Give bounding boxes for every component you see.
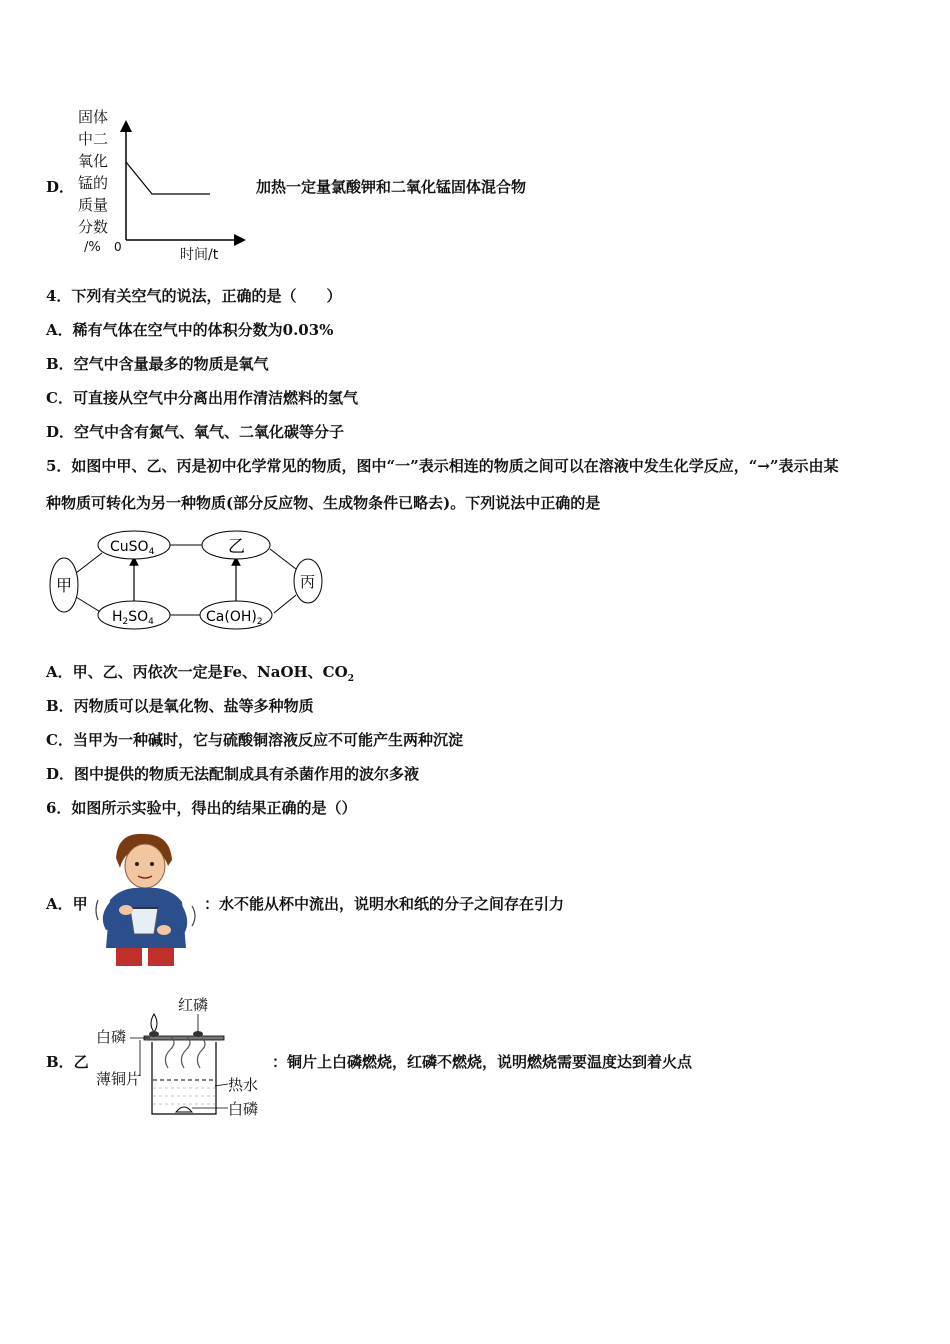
q5-reaction-diagram	[46, 527, 336, 639]
q3-option-d-label: D．	[46, 178, 75, 196]
link-jia-cuso4	[76, 553, 102, 573]
q6-option-a-text: ：水不能从杯中流出，说明水和纸的分子之间存在引力	[204, 895, 565, 913]
q5-stem-line1: 5．如图中甲、乙、丙是初中化学常见的物质，图中“一”表示相连的物质之间可以在溶液中发生化学反应，“→”表示由某	[46, 457, 839, 475]
q5-stem-line2: 种物质可转化为另一种物质(部分反应物、生成物条件已略去)。下列说法中正确的是	[46, 494, 601, 512]
flame-icon	[151, 1014, 157, 1032]
combustion-experiment-apparatus	[94, 992, 274, 1120]
q6-option-b-label: B．乙	[46, 1053, 89, 1071]
label-white-phosphorus-bottom: 白磷	[228, 1100, 259, 1118]
q5-option-d: D．图中提供的物质无法配制成具有杀菌作用的波尔多液	[46, 765, 420, 783]
label-h2so4: $H_2SO_4$	[112, 609, 154, 627]
label-hot-water: 热水	[228, 1076, 259, 1094]
q3-option-d-text: 加热一定量氯酸钾和二氧化锰固体混合物	[256, 178, 527, 196]
q6-option-a-label: A．甲	[46, 895, 88, 913]
graph-y-label-line: 分数	[78, 218, 109, 236]
red-phosphorus-dot	[193, 1031, 203, 1037]
graph-y-unit: /%	[84, 240, 101, 255]
q4-option-b: B．空气中含量最多的物质是氧气	[46, 355, 269, 373]
label-caoh2: $Ca(OH)_2$	[206, 609, 263, 627]
label-cuso4: CuSO$_4$	[110, 539, 155, 557]
label-red-phosphorus: 红磷	[178, 996, 209, 1014]
link-caoh2-bing	[274, 595, 296, 613]
q5-option-c: C．当甲为一种碱时，它与硫酸铜溶液反应不可能产生两种沉淀	[46, 731, 463, 749]
q4-option-a: A．稀有气体在空气中的体积分数为0.03%	[46, 321, 334, 339]
graph-curve	[126, 162, 210, 194]
q6-option-b-text: ：铜片上白磷燃烧，红磷不燃烧，说明燃烧需要温度达到着火点	[272, 1053, 693, 1071]
graph-y-label-line: 氧化	[78, 152, 109, 170]
link-yi-bing	[270, 549, 296, 569]
q4-stem: 4．下列有关空气的说法，正确的是（ ）	[46, 287, 342, 305]
q5-option-b: B．丙物质可以是氧化物、盐等多种物质	[46, 697, 314, 715]
graph-x-label: 时间/t	[180, 247, 219, 263]
label-copper-sheet: 薄铜片	[96, 1070, 142, 1088]
mno2-mass-fraction-graph	[76, 104, 256, 266]
q4-option-c: C．可直接从空气中分离出用作清洁燃料的氢气	[46, 389, 358, 407]
label-yi: 乙	[228, 537, 245, 557]
link-jia-h2so4	[76, 597, 102, 613]
graph-origin: 0	[114, 240, 122, 254]
graph-y-label-line: 中二	[78, 130, 109, 148]
q4-option-d: D．空气中含有氮气、氧气、二氧化碳等分子	[46, 423, 345, 441]
graph-y-label-line: 固体	[78, 108, 109, 126]
label-jia: 甲	[56, 576, 73, 595]
label-bing: 丙	[300, 573, 316, 591]
boy-cup-experiment-illustration	[92, 830, 212, 968]
graph-y-label-line: 质量	[78, 196, 109, 214]
label-white-phosphorus-top: 白磷	[96, 1028, 127, 1046]
q6-stem: 6．如图所示实验中，得出的结果正确的是（）	[46, 799, 357, 817]
q5-option-a: A．甲、乙、丙依次一定是Fe、NaOH、$CO_2$	[46, 663, 354, 684]
graph-y-label-line: 锰的	[78, 174, 109, 192]
